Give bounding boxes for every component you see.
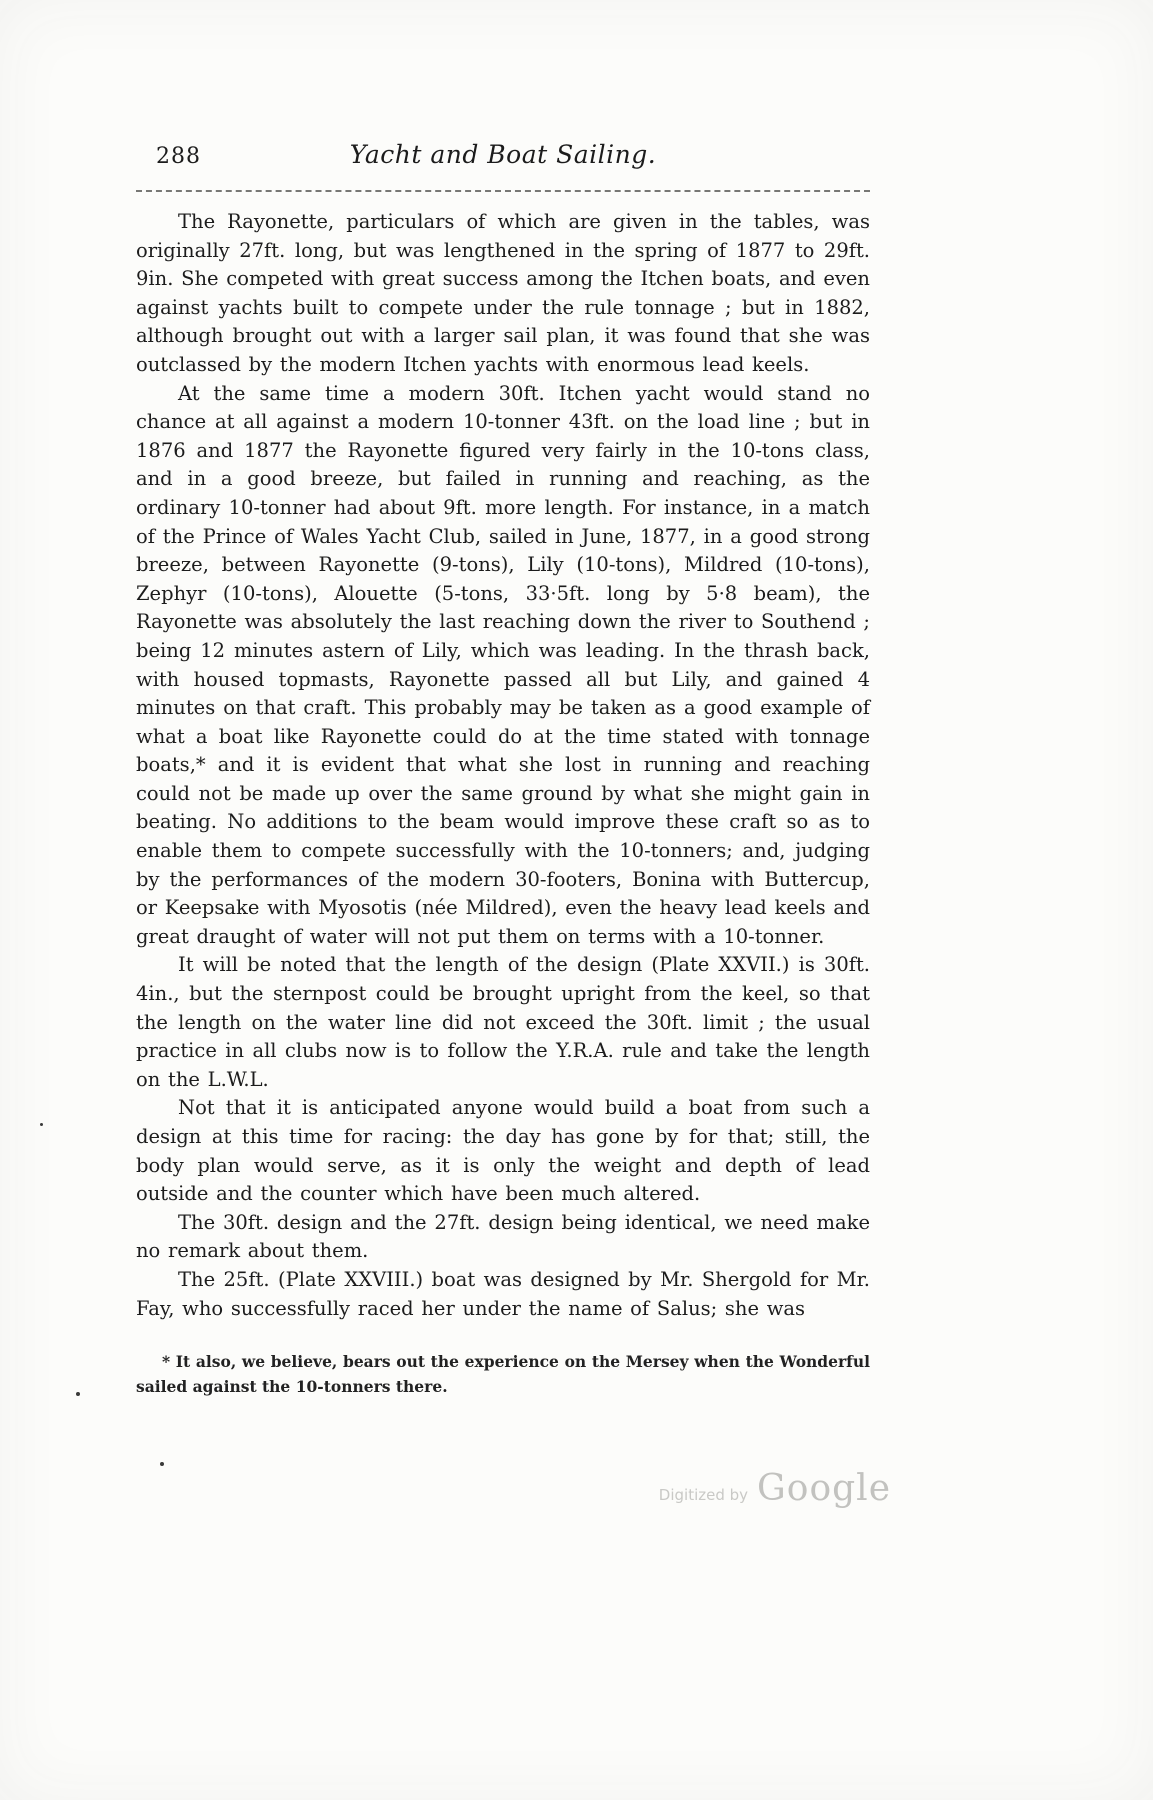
paragraph: The 30ft. design and the 27ft. design being identical, we need make no remark about them. xyxy=(136,1210,870,1263)
body-text xyxy=(136,208,870,1323)
google-watermark xyxy=(659,1468,891,1509)
scan-artifact xyxy=(76,1392,80,1396)
page-title: Yacht and Boat Sailing. xyxy=(349,140,657,169)
scan-artifact xyxy=(40,1123,43,1126)
google-logo: Google xyxy=(757,1468,891,1509)
paragraph: The Rayonette, particulars of which are given in the tables, was originally 27ft. long, but was lengthened in the spring of 1877 to 29ft. 9in. She competed with great success among the Itchen boats, and even against yachts built to compete under the rule tonnage ; but in 1882, although brought out with a larger sail plan, it was found that she was outclassed by the modern Itchen yachts with enormous lead keels. xyxy=(136,210,870,376)
paragraph: At the same time a modern 30ft. Itchen yacht would stand no chance at all against a modern 10-tonner 43ft. on the load line ; but in 1876 and 1877 the Rayonette figured very fairly in the 10-tons class, and in a good breeze, but failed in running and reaching, as the ordinary 10-tonner had about 9ft. more length. For instance, in a match of the Prince of Wales Yacht Club, sailed in June, 1877, in a good strong breeze, between Rayonette (9-tons), Lily (10-tons), Mildred (10-tons), Zephyr (10-tons), Alouette (5-tons, 33·5ft. long by 5·8 beam), the Rayonette was absolutely the last reaching down the river to Southend ; being 12 minutes astern of Lily, which was leading. In the thrash back, with housed topmasts, Rayonette passed all but Lily, and gained 4 minutes on that craft. This probably may be taken as a good example of what a boat like Rayonette could do at the time stated with tonnage boats,* and it is evident that what she lost in running and reaching could not be made up over the same ground by what she might gain in beating. No additions to the beam would improve these craft so as to enable them to compete successfully with the 10-tonners; and, judging by the performances of the modern 30-footers, Bonina with Buttercup, or Keepsake with Myosotis (née Mildred), even the heavy lead keels and great draught of water will not put them on terms with a 10-tonner. xyxy=(136,381,870,948)
scan-artifact xyxy=(160,1462,164,1466)
footnote: * It also, we believe, bears out the experience on the Mersey when the Wonderful sailed against the 10-tonners there. xyxy=(136,1352,870,1397)
page-content xyxy=(136,140,870,1399)
watermark-text: Digitized by xyxy=(658,1486,749,1504)
paragraph: It will be noted that the length of the design (Plate XXVII.) is 30ft. 4in., but the sternpost could be brought upright from the keel, so that the length on the water line did not exceed the 30ft. limit ; the usual practice in all clubs now is to follow the Y.R.A. rule and take the length on the L.W.L. xyxy=(136,953,870,1091)
header-rule xyxy=(136,190,870,192)
page-number: 288 xyxy=(156,144,201,169)
paragraph: Not that it is anticipated anyone would build a boat from such a design at this time for racing: the day has gone by for that; still, the body plan would serve, as it is only the weight and depth of lead outside and the counter which have been much altered. xyxy=(136,1096,870,1206)
paragraph: The 25ft. (Plate XXVIII.) boat was designed by Mr. Shergold for Mr. Fay, who successfully raced her under the name of Salus; she was xyxy=(136,1267,870,1320)
page-header xyxy=(136,140,870,178)
